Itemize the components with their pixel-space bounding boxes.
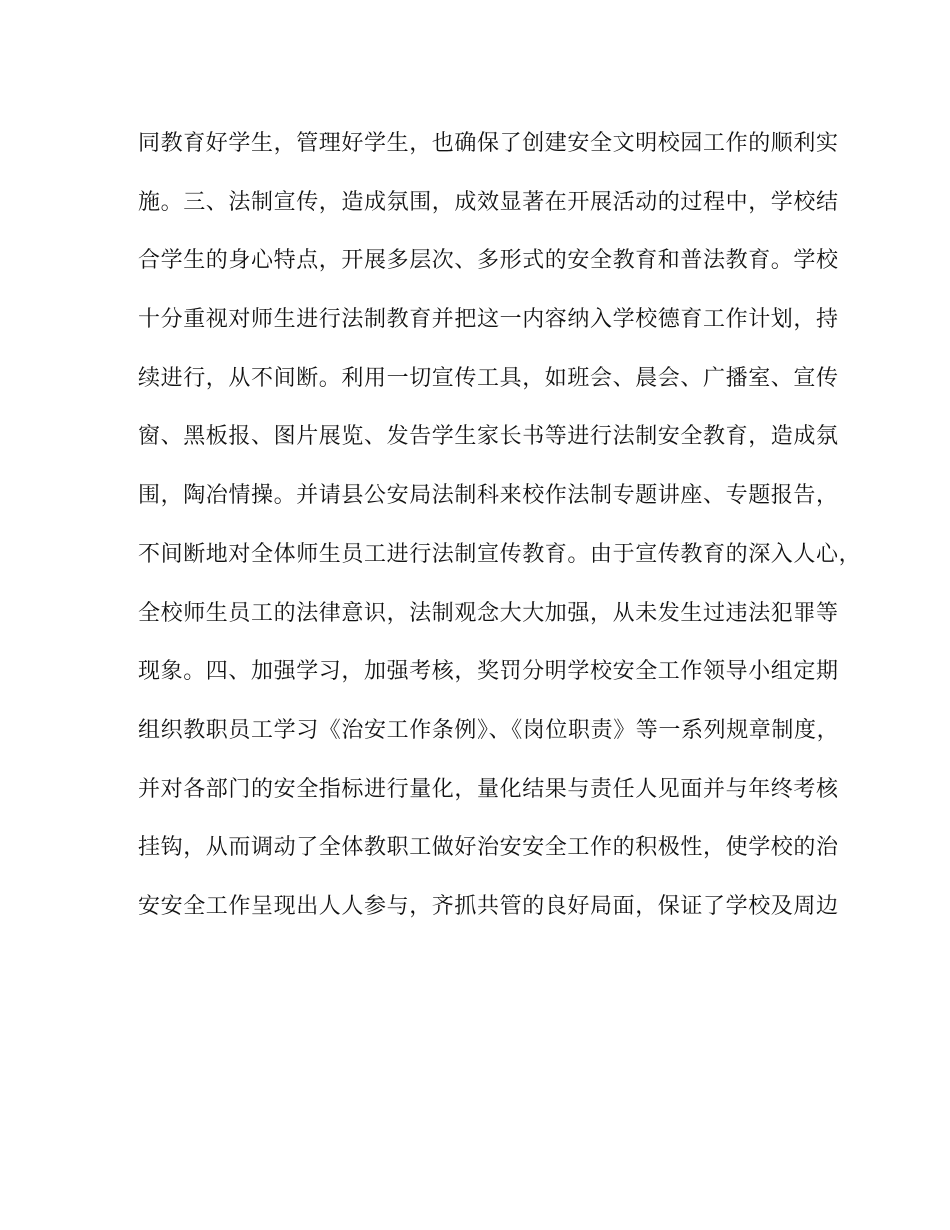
text-line: 十分重视对师生进行法制教育并把这一内容纳入学校德育工作计划，持 xyxy=(138,307,839,333)
text-line: 窗、黑板报、图片展览、发告学生家长书等进行法制安全教育，造成氛 xyxy=(138,424,839,450)
text-line: 组织教职员工学习《治安工作条例》、《岗位职责》等一系列规章制度， xyxy=(138,717,840,743)
text-line: 挂钩，从而调动了全体教职工做好治安安全工作的积极性，使学校的治 xyxy=(138,835,839,861)
text-line: 合学生的身心特点，开展多层次、多形式的安全教育和普法教育。学校 xyxy=(138,248,839,274)
text-line: 现象。四、加强学习，加强考核，奖罚分明学校安全工作领导小组定期 xyxy=(138,659,839,685)
text-line: 续进行，从不间断。利用一切宣传工具，如班会、晨会、广播室、宣传 xyxy=(138,365,839,391)
text-line: 不间断地对全体师生员工进行法制宣传教育。由于宣传教育的深入人心， xyxy=(138,541,862,567)
text-line: 安安全工作呈现出人人参与，齐抓共管的良好局面，保证了学校及周边 xyxy=(138,893,839,919)
text-line: 同教育好学生，管理好学生，也确保了创建安全文明校园工作的顺利实 xyxy=(138,131,839,156)
text-line: 施。三、法制宣传，造成氛围，成效显著在开展活动的过程中，学校结 xyxy=(138,189,839,215)
document-body xyxy=(138,124,862,946)
text-line: 并对各部门的安全指标进行量化，量化结果与责任人见面并与年终考核 xyxy=(138,776,839,802)
text-line: 全校师生员工的法律意识，法制观念大大加强，从未发生过违法犯罪等 xyxy=(138,600,839,626)
text-line: 围，陶冶情操。并请县公安局法制科来校作法制专题讲座、专题报告， xyxy=(138,483,839,509)
